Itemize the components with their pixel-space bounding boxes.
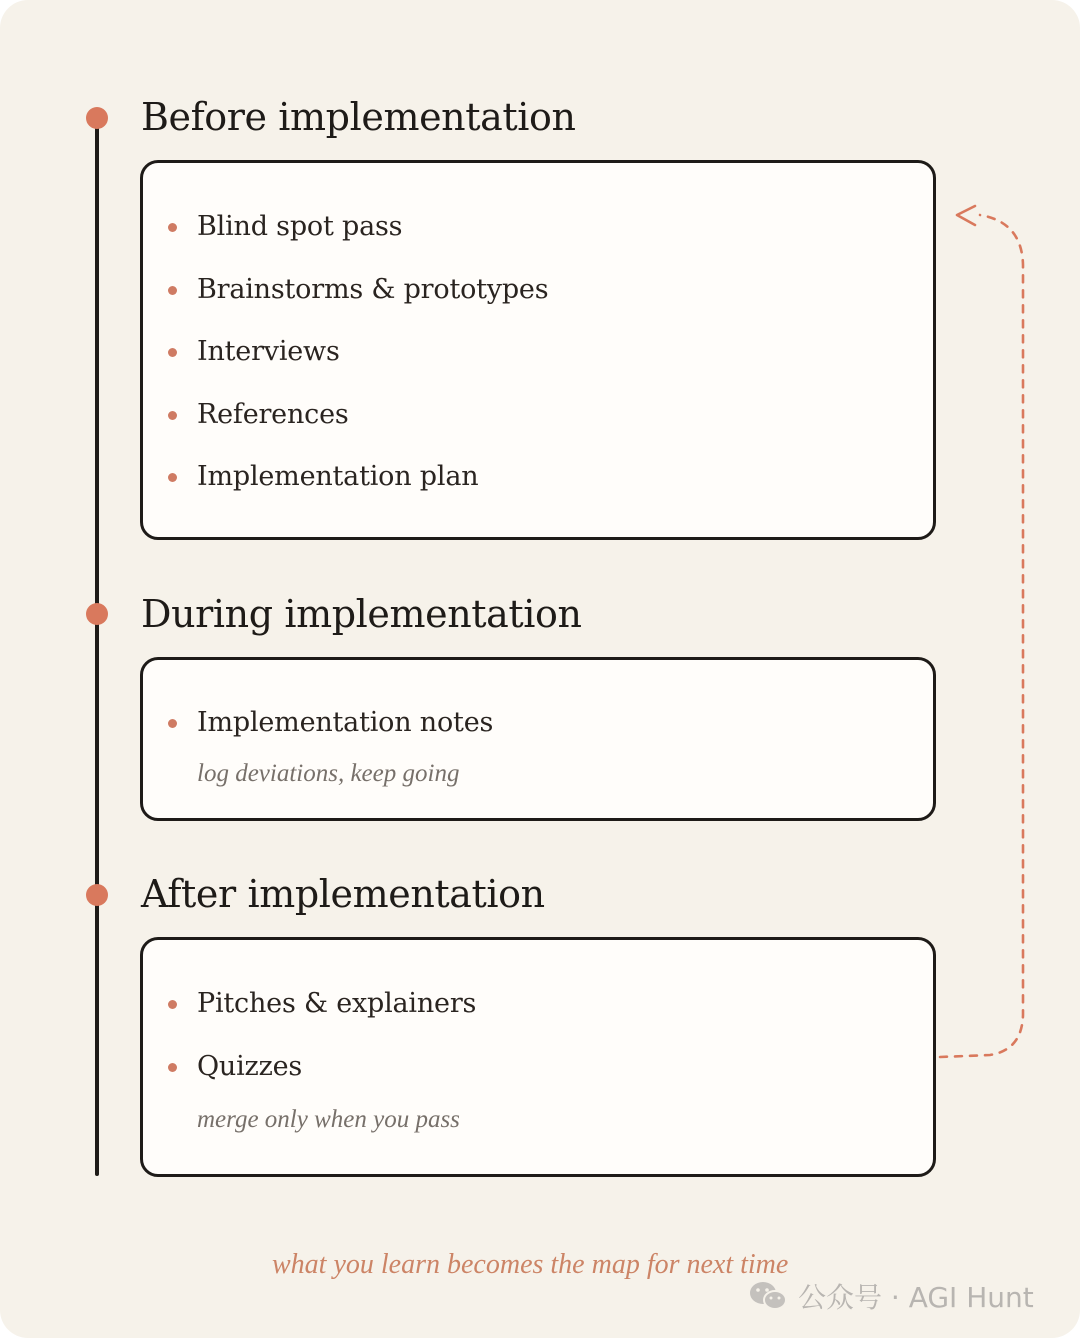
bullet-dot [168, 1063, 177, 1072]
bullet-dot [168, 719, 177, 728]
list-item [168, 398, 349, 432]
feedback-arrow-path [940, 215, 1023, 1057]
list-item-label: Brainstorms & prototypes [197, 274, 549, 305]
section-note: log deviations, keep going [197, 760, 460, 787]
list-item-label: Blind spot pass [197, 211, 403, 242]
bullet-dot [168, 348, 177, 357]
watermark [748, 1278, 1034, 1314]
timeline-line [95, 118, 99, 1176]
timeline-dot-after [86, 884, 108, 906]
list-item [168, 273, 548, 307]
list-item-label: References [197, 399, 349, 430]
bullet-dot [168, 286, 177, 295]
section-card-before [140, 160, 936, 540]
list-item-label: Quizzes [197, 1051, 303, 1082]
section-title-after: After implementation [141, 872, 545, 916]
bullet-dot [168, 411, 177, 420]
timeline-dot-before [86, 107, 108, 129]
list-item [168, 460, 478, 494]
list-item [168, 706, 493, 740]
section-card-after [140, 937, 936, 1177]
section-title-during: During implementation [141, 592, 582, 636]
list-item [168, 210, 402, 244]
list-item [168, 987, 476, 1021]
section-card-during [140, 657, 936, 821]
list-item [168, 1050, 302, 1084]
bullet-dot [168, 223, 177, 232]
list-item [168, 335, 340, 369]
list-item-label: Interviews [197, 336, 340, 367]
section-note: merge only when you pass [197, 1106, 460, 1133]
list-item-label: Pitches & explainers [197, 988, 477, 1019]
wechat-icon [748, 1279, 790, 1313]
bullet-dot [168, 1000, 177, 1009]
bullet-dot [168, 473, 177, 482]
watermark-text: 公众号 · AGI Hunt [798, 1281, 1034, 1314]
section-title-before: Before implementation [141, 95, 576, 139]
footer-caption: what you learn becomes the map for next time [272, 1249, 789, 1280]
list-item-label: Implementation plan [197, 461, 479, 492]
timeline-dot-during [86, 603, 108, 625]
list-item-label: Implementation notes [197, 707, 494, 738]
arrowhead-icon [957, 206, 975, 225]
